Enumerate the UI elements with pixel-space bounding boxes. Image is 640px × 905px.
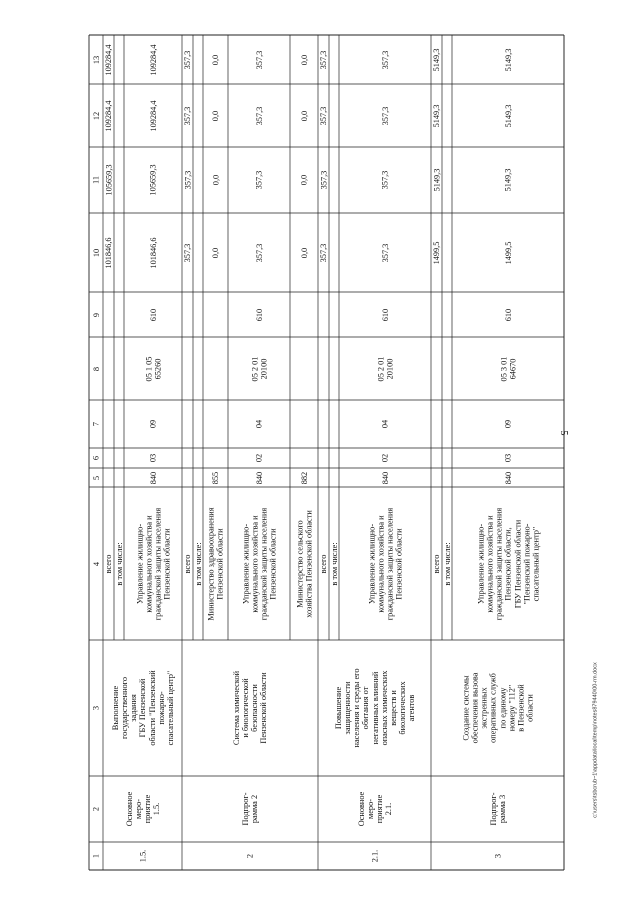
group-1-type-text: Основное меро- приятие 1.5.: [124, 791, 161, 827]
group-2-line-3-col-7: [203, 400, 228, 448]
group-3-line-3-col-11: [339, 147, 431, 213]
group-2-line-3-col-9: [203, 292, 228, 337]
group-3-line-1-executor: [318, 487, 329, 640]
group-4-line-1-col-6: [431, 448, 442, 468]
group-4-line-1-col-13-text: 5149,3: [431, 48, 441, 71]
group-2-line-5-col-8: [290, 337, 318, 400]
group-2-line-5-col-6: [290, 448, 318, 468]
group-1-line-2-col-10: [114, 213, 124, 292]
group-3-line-3-col-8-text: 05 2 01 20100: [375, 356, 394, 381]
group-2-line-4-col-7: [228, 400, 290, 448]
group-2-line-1-col-7: [182, 400, 193, 448]
group-2-line-5-col-10-text: 0,0: [299, 247, 309, 258]
group-1-line-3-col-6: [124, 448, 182, 468]
group-3-line-3-col-6-text: 02: [380, 453, 390, 463]
group-1-line-2-col-12: [114, 84, 124, 147]
group-3-line-2-col-6: [329, 448, 339, 468]
column-number-7: [89, 400, 103, 448]
group-3-line-2-col-5: [329, 468, 339, 487]
group-1-line-1-col-9: [103, 292, 114, 337]
column-number-13-text: 13: [91, 55, 101, 64]
group-3-line-1-col-10-text: 357,3: [318, 243, 328, 262]
group-4-line-2-col-12: [442, 84, 452, 147]
group-2-line-3-col-11: [203, 147, 228, 213]
group-2-line-4-col-5: [228, 468, 290, 487]
group-2-line-1-col-11-text: 357,3: [182, 170, 192, 190]
group-4-line-3-col-10: [452, 213, 564, 292]
group-2-line-2-executor: [193, 487, 203, 640]
group-2-line-2-col-6: [193, 448, 203, 468]
group-3-line-2-col-9: [329, 292, 339, 337]
column-number-3: [89, 640, 103, 776]
group-4-line-3-col-11: [452, 147, 564, 213]
group-1-line-2-col-13: [114, 35, 124, 84]
group-3-line-3-col-9-text: 610: [380, 308, 390, 321]
column-number-8-text: 8: [91, 366, 101, 371]
group-2-line-5-col-5-text: 882: [299, 471, 309, 484]
group-4-line-1-col-12-text: 5149,3: [431, 104, 441, 127]
group-3-line-1-col-13: [318, 35, 329, 84]
group-2-line-3-col-8: [203, 337, 228, 400]
group-2-line-1-col-10: [182, 213, 193, 292]
group-4-line-2-col-13: [442, 35, 452, 84]
group-3-line-3-col-9: [339, 292, 431, 337]
group-3-line-1-col-10: [318, 213, 329, 292]
group-4-number: [431, 842, 564, 870]
group-1-line-1-executor: [103, 487, 114, 640]
group-1-line-3-executor: [124, 487, 182, 640]
group-3-name-text: Повышение защищенности населения и среды его обитания от негативных влияний опасных химических веществ и биологических агентов: [333, 668, 416, 748]
group-2-line-4-col-11-text: 357,3: [254, 170, 264, 190]
group-2-line-4-col-10-text: 357,3: [254, 243, 264, 262]
column-number-8: [89, 337, 103, 400]
column-number-2: [89, 776, 103, 842]
group-2-line-4-col-9: [228, 292, 290, 337]
group-2-line-5-col-11: [290, 147, 318, 213]
group-2-line-1-col-6: [182, 448, 193, 468]
group-2-line-1-executor-text: всего: [182, 554, 192, 573]
group-4-line-3-col-8: [452, 337, 564, 400]
group-1-line-3-col-12-text: 109284,4: [148, 99, 158, 132]
group-3-line-1-col-9: [318, 292, 329, 337]
group-1-line-3-col-5: [124, 468, 182, 487]
group-3-line-3-col-11-text: 357,3: [380, 170, 390, 190]
group-1-line-1-col-11: [103, 147, 114, 213]
column-number-6-text: 6: [91, 455, 101, 461]
group-1-line-3-col-8-text: 05 1 05 65260: [143, 356, 162, 381]
group-1-line-3-executor-text: Управление жилищно- коммунального хозяйства и гражданской защиты населения Пензенской области: [134, 507, 172, 620]
group-4-line-3-col-11-text: 5149,3: [503, 168, 513, 192]
group-4-line-1-executor: [431, 487, 442, 640]
group-1-line-2-executor-text: в том числе:: [114, 541, 124, 586]
group-2-line-2-col-9: [193, 292, 203, 337]
group-3-line-3-col-13-text: 357,3: [380, 50, 390, 69]
group-2-line-4-col-10: [228, 213, 290, 292]
group-2-line-3-col-10: [203, 213, 228, 292]
group-4-line-2-executor-text: в том числе:: [442, 541, 452, 586]
group-3-line-3-executor-text: Управление жилищно- коммунального хозяйства и гражданской защиты населения Пензенской области: [366, 507, 404, 620]
group-2-line-2-col-5: [193, 468, 203, 487]
group-2-line-2-executor-text: в том числе:: [193, 541, 203, 586]
group-1-line-1-col-6: [103, 448, 114, 468]
group-4-line-3-col-8-text: 05 3 01 64670: [498, 356, 517, 381]
group-3-line-2-col-11: [329, 147, 339, 213]
group-1-line-3-col-11-text: 105659,3: [148, 164, 158, 196]
group-2-line-1-col-13: [182, 35, 193, 84]
group-4-type: [431, 776, 564, 842]
column-number-12: [89, 84, 103, 147]
group-1-line-2-col-6: [114, 448, 124, 468]
group-4-line-3-col-13: [452, 35, 564, 84]
group-2-line-4-col-8-text: 05 2 01 20100: [249, 356, 268, 381]
group-1-line-1-col-13-text: 109284,4: [103, 43, 113, 76]
group-2-line-4-col-6-text: 02: [254, 453, 264, 463]
group-2-line-2-col-13: [193, 35, 203, 84]
group-4-line-2-col-9: [442, 292, 452, 337]
column-number-2-text: 2: [91, 806, 101, 812]
group-2-line-4-col-5-text: 840: [254, 471, 264, 484]
group-3-line-3-col-7: [339, 400, 431, 448]
group-3-line-1-executor-text: всего: [318, 554, 328, 573]
group-3-line-2-col-12: [329, 84, 339, 147]
group-1-type: [103, 776, 182, 842]
footer-file-path: [588, 600, 604, 880]
group-2-line-4-col-7-text: 04: [254, 419, 264, 429]
group-4-line-3-col-12: [452, 84, 564, 147]
group-3-line-1-col-7: [318, 400, 329, 448]
group-4-line-2-col-7: [442, 400, 452, 448]
group-3-line-2-col-13: [329, 35, 339, 84]
group-1-line-1-col-12: [103, 84, 114, 147]
column-number-9: [89, 292, 103, 337]
group-4-line-2-col-10: [442, 213, 452, 292]
column-number-3-text: 3: [91, 705, 101, 711]
group-3-number: [318, 842, 431, 870]
group-4-line-3-col-13-text: 5149,3: [503, 48, 513, 71]
group-2-line-4-col-13-text: 357,3: [254, 50, 264, 69]
group-2-line-3-col-13-text: 0,0: [210, 54, 220, 65]
group-2-line-4-col-12: [228, 84, 290, 147]
group-2-line-5-col-13: [290, 35, 318, 84]
group-4-line-1-executor-text: всего: [431, 554, 441, 573]
group-2-line-3-col-5-text: 855: [210, 471, 220, 484]
group-1-line-1-col-8: [103, 337, 114, 400]
group-2-line-3-col-11-text: 0,0: [210, 174, 220, 186]
group-3-line-2-col-7: [329, 400, 339, 448]
group-4-name: [431, 640, 564, 776]
column-number-4-text: 4: [91, 561, 101, 566]
group-4-name-text: Создание системы обеспечения вызова экстренных оперативных служб по единому номеру "112" в Пензенской области: [461, 672, 534, 744]
group-2-line-4-col-9-text: 610: [254, 308, 264, 321]
group-3-line-3-col-12-text: 357,3: [380, 106, 390, 125]
group-3-line-1-col-11-text: 357,3: [318, 170, 328, 190]
group-2-line-4-col-13: [228, 35, 290, 84]
group-4-line-3-col-6: [452, 448, 564, 468]
column-number-11: [89, 147, 103, 213]
group-4-line-3-col-9-text: 610: [503, 308, 513, 321]
group-3-line-3-col-8: [339, 337, 431, 400]
group-2-line-1-col-12-text: 357,3: [182, 106, 192, 125]
group-1-line-2-col-7: [114, 400, 124, 448]
group-4-line-1-col-9: [431, 292, 442, 337]
group-2-line-2-col-10: [193, 213, 203, 292]
group-3-line-3-executor: [339, 487, 431, 640]
group-4-number-text: 3: [492, 853, 502, 859]
group-4-line-2-col-8: [442, 337, 452, 400]
group-2-line-1-col-12: [182, 84, 193, 147]
group-2-type: [182, 776, 318, 842]
group-3-line-2-col-10: [329, 213, 339, 292]
column-number-5: [89, 468, 103, 487]
group-2-line-4-col-12-text: 357,3: [254, 106, 264, 125]
group-2-line-3-col-12-text: 0,0: [210, 110, 220, 121]
group-1-line-3-col-7: [124, 400, 182, 448]
column-number-4: [89, 487, 103, 640]
group-2-line-2-col-12: [193, 84, 203, 147]
group-3-line-1-col-11: [318, 147, 329, 213]
column-number-10-text: 10: [91, 248, 101, 257]
group-3-name: [318, 640, 431, 776]
group-2-line-4-col-8: [228, 337, 290, 400]
group-2-name: [182, 640, 318, 776]
group-1-line-3-col-10: [124, 213, 182, 292]
group-1-line-3-col-7-text: 09: [148, 419, 158, 429]
group-2-line-1-col-8: [182, 337, 193, 400]
group-3-line-2-executor-text: в том числе:: [329, 541, 339, 586]
group-3-line-3-col-5: [339, 468, 431, 487]
group-1-line-3-col-8: [124, 337, 182, 400]
group-2-line-1-col-9: [182, 292, 193, 337]
group-2-line-3-col-5: [203, 468, 228, 487]
group-2-line-1-col-5: [182, 468, 193, 487]
group-2-line-5-col-13-text: 0,0: [299, 54, 309, 65]
group-1-line-3-col-11: [124, 147, 182, 213]
group-1-line-2-col-11: [114, 147, 124, 213]
group-2-line-4-executor-text: Управление жилищно- коммунального хозяйства и гражданской защиты населения Пензенской области: [240, 507, 278, 620]
column-number-11-text: 11: [91, 176, 101, 184]
group-3-line-2-col-8: [329, 337, 339, 400]
group-4-line-3-col-7: [452, 400, 564, 448]
group-2-line-3-col-12: [203, 84, 228, 147]
page-number: 5: [558, 430, 569, 436]
group-2-line-2-col-11: [193, 147, 203, 213]
group-3-line-1-col-12: [318, 84, 329, 147]
group-2-line-1-col-11: [182, 147, 193, 213]
group-1-line-3-col-9: [124, 292, 182, 337]
group-4-line-3-col-5: [452, 468, 564, 487]
group-1-line-3-col-13-text: 109284,4: [148, 43, 158, 76]
group-4-line-3-col-12-text: 5149,3: [503, 104, 513, 127]
group-1-line-3-col-6-text: 03: [148, 453, 158, 463]
group-1-number: [103, 842, 182, 870]
column-number-1-text: 1: [91, 853, 101, 859]
group-4-line-1-col-7: [431, 400, 442, 448]
group-2-line-4-col-11: [228, 147, 290, 213]
group-1-line-1-col-5: [103, 468, 114, 487]
group-1-line-1-col-11-text: 105659,3: [103, 164, 113, 196]
group-1-line-2-executor: [114, 487, 124, 640]
group-3-type: [318, 776, 431, 842]
group-3-number-text: 2.1.: [369, 849, 379, 863]
group-1-name: [103, 640, 182, 776]
column-number-7-text: 7: [91, 421, 101, 427]
group-2-line-3-col-13: [203, 35, 228, 84]
column-number-1: [89, 842, 103, 870]
group-1-line-1-executor-text: всего: [103, 554, 113, 573]
group-3-line-3-col-5-text: 840: [380, 471, 390, 484]
group-2-line-3-executor: [203, 487, 228, 640]
group-4-line-3-col-10-text: 1499,5: [503, 241, 513, 264]
group-3-line-2-executor: [329, 487, 339, 640]
group-4-line-3-col-6-text: 03: [503, 453, 513, 463]
group-4-line-1-col-13: [431, 35, 442, 84]
group-3-line-1-col-6: [318, 448, 329, 468]
group-2-line-5-col-7: [290, 400, 318, 448]
group-3-line-3-col-7-text: 04: [380, 419, 390, 429]
group-3-line-3-col-12: [339, 84, 431, 147]
column-number-12-text: 12: [91, 111, 101, 120]
group-2-line-5-col-12: [290, 84, 318, 147]
group-4-line-1-col-5: [431, 468, 442, 487]
group-4-line-3-executor: [452, 487, 564, 640]
group-4-line-3-col-7-text: 09: [503, 419, 513, 429]
group-4-line-1-col-11-text: 5149,3: [431, 168, 441, 192]
group-4-line-1-col-10-text: 1499,5: [431, 241, 441, 264]
group-2-line-5-col-9: [290, 292, 318, 337]
column-number-6: [89, 448, 103, 468]
group-4-line-3-col-5-text: 840: [503, 471, 513, 484]
group-2-line-5-col-5: [290, 468, 318, 487]
group-4-line-2-col-6: [442, 448, 452, 468]
group-2-line-5-col-11-text: 0,0: [299, 174, 309, 186]
group-2-line-3-col-10-text: 0,0: [210, 247, 220, 258]
group-1-line-3-col-12: [124, 84, 182, 147]
group-3-line-1-col-12-text: 357,3: [318, 106, 328, 125]
group-4-type-text: Подпрог- рамма 3: [488, 792, 507, 826]
group-1-line-3-col-10-text: 101846,6: [148, 236, 158, 269]
group-2-line-1-col-13-text: 357,3: [182, 50, 192, 69]
group-2-line-3-executor-text: Министерство здравоохранения Пензенской области: [206, 506, 225, 621]
group-4-line-2-executor: [442, 487, 452, 640]
group-2-type-text: Подпрог- рамма 2: [240, 792, 259, 826]
group-2-line-5-executor-text: Министерство сельского хозяйства Пензенской области: [294, 509, 313, 618]
group-1-line-3-col-13: [124, 35, 182, 84]
group-4-line-1-col-12: [431, 84, 442, 147]
group-2-line-5-col-12-text: 0,0: [299, 110, 309, 121]
group-3-type-text: Основное меро- приятие 2.1.: [356, 791, 393, 827]
group-4-line-2-col-5: [442, 468, 452, 487]
group-4-line-1-col-8: [431, 337, 442, 400]
group-2-line-1-col-10-text: 357,3: [182, 243, 192, 262]
group-1-line-2-col-9: [114, 292, 124, 337]
group-3-line-1-col-5: [318, 468, 329, 487]
group-2-line-4-col-6: [228, 448, 290, 468]
column-number-10: [89, 213, 103, 292]
group-1-line-1-col-12-text: 109284,4: [103, 99, 113, 132]
group-4-line-2-col-11: [442, 147, 452, 213]
group-3-line-3-col-10-text: 357,3: [380, 243, 390, 262]
group-2-name-text: Система химической и биологической безопасности Пензенской области: [231, 670, 269, 746]
group-2-line-1-executor: [182, 487, 193, 640]
group-3-line-1-col-8: [318, 337, 329, 400]
group-2-line-2-col-8: [193, 337, 203, 400]
group-1-line-3-col-9-text: 610: [148, 308, 158, 321]
group-4-line-3-col-9: [452, 292, 564, 337]
group-1-name-text: Выполнение государственного задания ГБУ Пензенской области "Пензенский пожарно- спасательный центр": [110, 670, 175, 746]
column-number-13: [89, 35, 103, 84]
group-3-line-3-col-10: [339, 213, 431, 292]
group-2-number: [182, 842, 318, 870]
group-2-line-5-col-10: [290, 213, 318, 292]
group-2-line-3-col-6: [203, 448, 228, 468]
group-1-number-text: 1.5.: [137, 849, 147, 863]
group-3-line-1-col-13-text: 357,3: [318, 50, 328, 69]
group-1-line-1-col-10-text: 101846,6: [103, 236, 113, 269]
group-2-line-2-col-7: [193, 400, 203, 448]
group-4-line-1-col-11: [431, 147, 442, 213]
group-4-line-1-col-10: [431, 213, 442, 292]
group-2-line-4-executor: [228, 487, 290, 640]
group-2-line-5-executor: [290, 487, 318, 640]
group-1-line-1-col-10: [103, 213, 114, 292]
group-1-line-1-col-13: [103, 35, 114, 84]
group-4-line-3-executor-text: Управление жилищно- коммунального хозяйства и гражданской защиты населения Пензенской области, ГБУ Пензенской области "Пензенский пожарно- спасательный центр": [476, 507, 540, 620]
group-2-number-text: 2: [245, 853, 255, 859]
footer-file-path-text: c:\users\tsbcrub~1\appdata\local\temp\notes879440\00-rm.docx: [593, 662, 599, 818]
group-3-line-3-col-13: [339, 35, 431, 84]
column-number-5-text: 5: [91, 475, 101, 480]
group-3-line-3-col-6: [339, 448, 431, 468]
group-1-line-1-col-7: [103, 400, 114, 448]
group-1-line-3-col-5-text: 840: [148, 471, 158, 484]
group-1-line-2-col-5: [114, 468, 124, 487]
group-1-line-2-col-8: [114, 337, 124, 400]
column-number-9-text: 9: [91, 312, 101, 317]
